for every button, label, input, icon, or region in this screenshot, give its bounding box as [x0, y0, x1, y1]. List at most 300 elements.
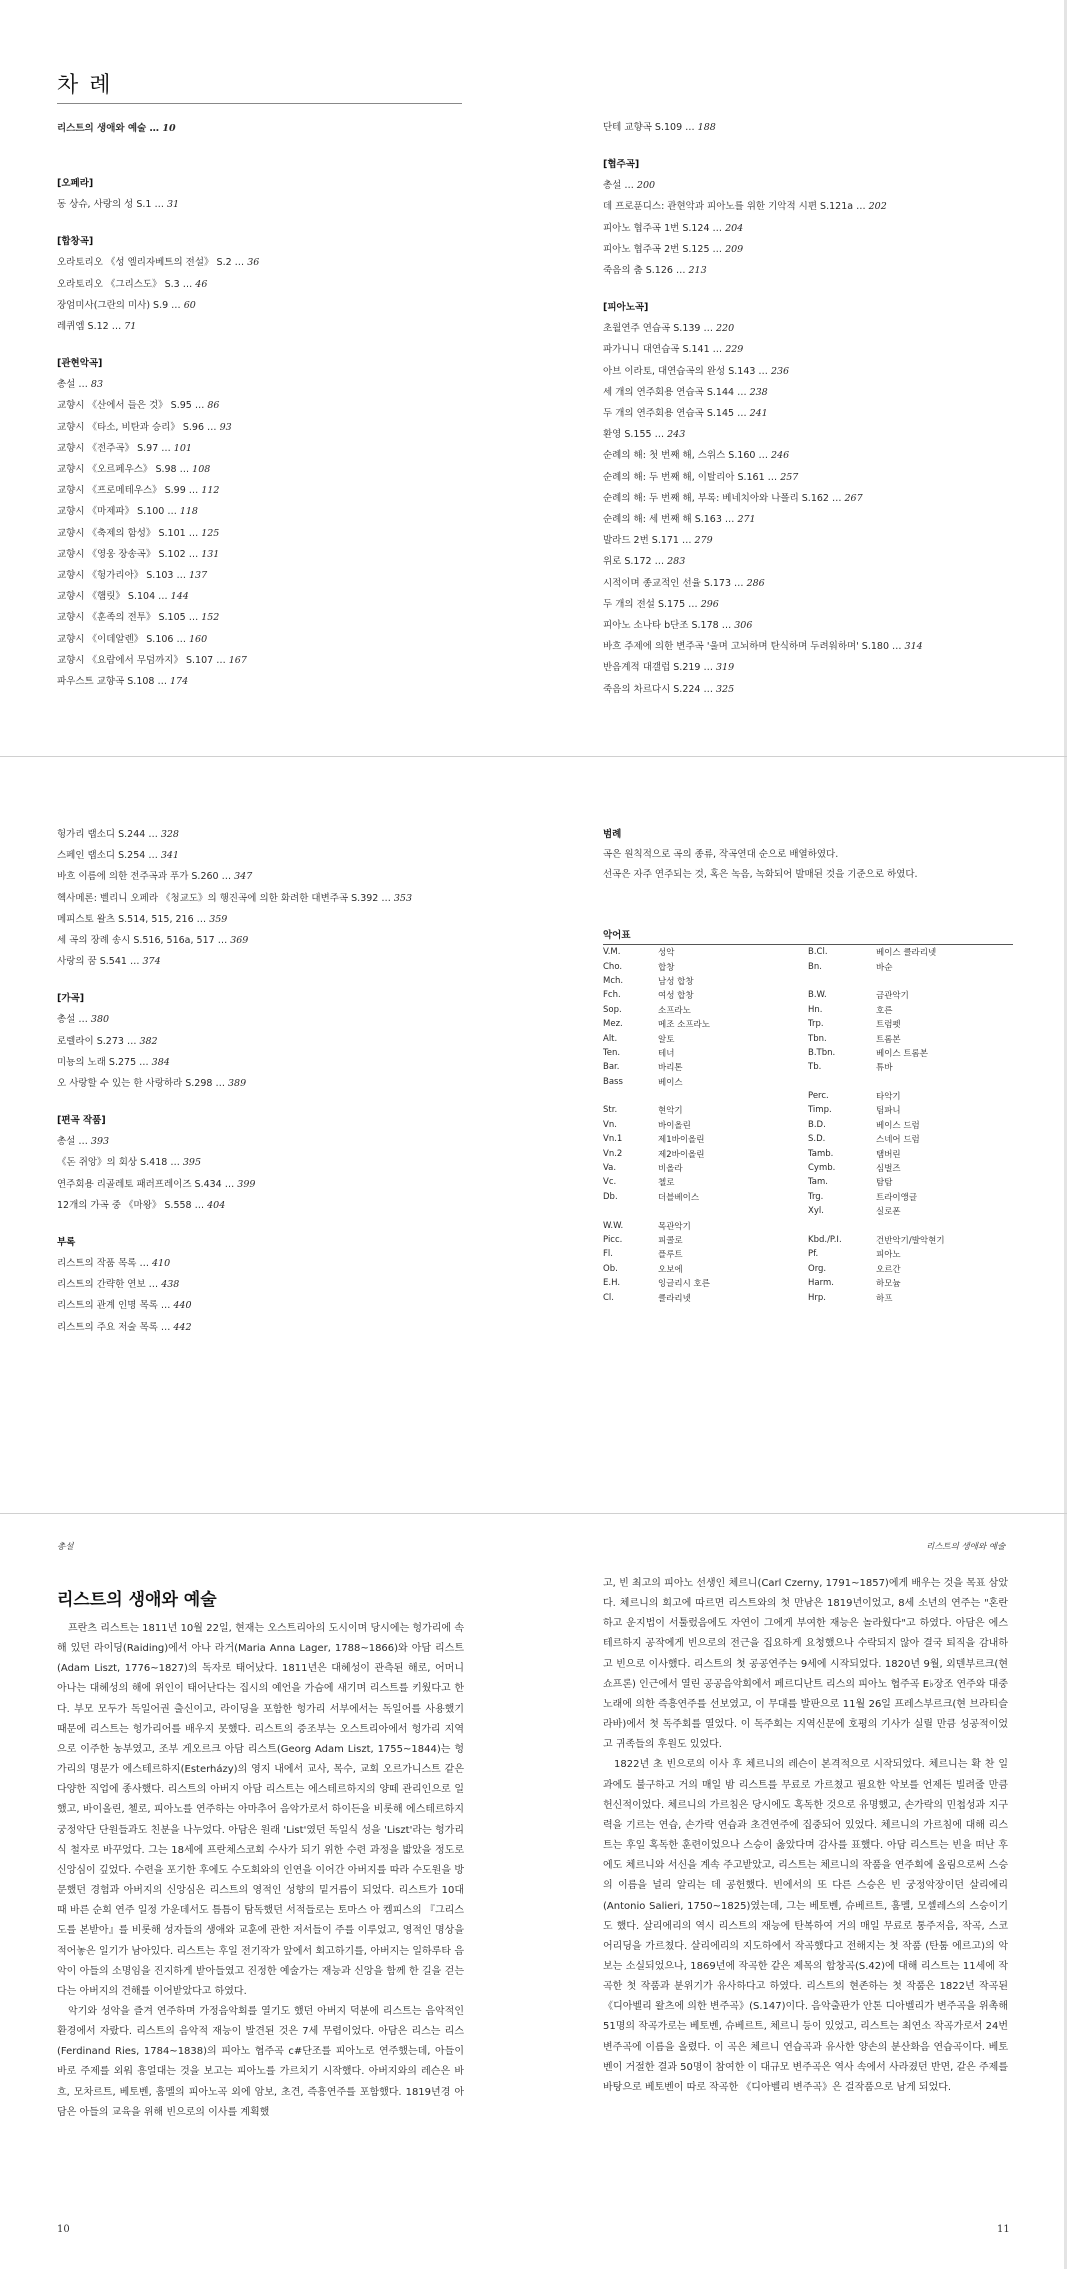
- abbreviation-row: [603, 1017, 1013, 1031]
- toc-entry-title: 메피스토 왈츠 S.514, 515, 216: [57, 913, 194, 925]
- abbreviation-code: Trp.: [808, 1019, 824, 1030]
- toc-entry[interactable]: 바흐 주제에 의한 변주곡 '울며 고뇌하며 탄식하며 두려워하며' S.180 … 314: [603, 641, 923, 653]
- toc-entry[interactable]: 초월연주 연습곡 S.139 … 220: [603, 323, 735, 335]
- abbreviation-row: [603, 1161, 1013, 1175]
- toc-entry-page: 325: [716, 683, 735, 695]
- essay-title: 리스트의 생애와 예술: [57, 1590, 217, 1610]
- toc-entry-page: 101: [173, 442, 192, 454]
- toc-entry-page: 243: [667, 429, 686, 441]
- abbreviation-meaning: 베이스 클라리넷: [876, 948, 937, 959]
- toc-entry[interactable]: 헝가리 랩소디 S.244 … 328: [57, 829, 179, 840]
- abbreviation-meaning: 금관악기: [876, 991, 909, 1002]
- toc-entry-page: 353: [393, 892, 413, 904]
- toc-entry-title: 세 개의 연주회용 연습곡 S.144: [603, 386, 735, 398]
- abbreviation-row: [603, 1190, 1013, 1204]
- toc-entry[interactable]: 총설 … 380: [57, 1014, 110, 1026]
- abbreviation-code: Vn.: [603, 1119, 617, 1130]
- toc-entry-title: 데 프로푼디스: 관현악과 피아노를 위한 기악적 시편 S.121a: [603, 201, 854, 213]
- abbreviation-meaning: 소프라노: [658, 1005, 691, 1016]
- toc-entry-title: 오라토리오 《그리스도》 S.3: [57, 278, 180, 290]
- toc-entry[interactable]: 아브 이라토, 대연습곡의 완성 S.143 … 236: [603, 365, 790, 377]
- toc-entry-title: 교향시 《축제의 함성》 S.101: [57, 527, 186, 539]
- toc-entry-title: 시적이며 종교적인 선율 S.173: [603, 577, 732, 589]
- abbreviation-meaning: 탐탐: [876, 1178, 893, 1189]
- toc-entry-title: 피아노 소나타 b단조 S.178: [603, 620, 719, 632]
- toc-entry-title: 교향시 《전주곡》 S.97: [57, 442, 159, 454]
- abbreviation-code: Vn.1: [603, 1134, 623, 1145]
- toc-entry-title: 리스트의 간략한 연보: [57, 1279, 146, 1291]
- abbreviation-row: [603, 988, 1013, 1002]
- toc-entry-title: 발라드 2번 S.171: [603, 535, 679, 547]
- toc-entry-title: 세 곡의 장례 송시 S.516, 516a, 517: [57, 935, 215, 947]
- toc-entry-title: 교향시 《프로메테우스》 S.99: [57, 485, 186, 497]
- toc-entry-page: 314: [904, 641, 923, 653]
- toc-entry[interactable]: 사랑의 꿈 S.541 … 374: [57, 956, 161, 968]
- toc-list-continued: [57, 824, 412, 1338]
- toc-entry[interactable]: 총설 … 200: [603, 180, 656, 192]
- toc-entry-title: 12개의 가곡 중 《마왕》 S.558: [57, 1199, 192, 1211]
- abbreviation-title: 악어표: [603, 927, 1013, 945]
- abbreviation-code: Fch.: [603, 990, 621, 1001]
- abbreviation-code: [808, 1218, 876, 1232]
- toc-entry-title: 반음계적 대갤럽 S.219: [603, 662, 701, 674]
- toc-entry[interactable]: 총설 … 83: [57, 379, 103, 391]
- abbreviation-meaning: 탬버린: [876, 1149, 901, 1160]
- toc-entry-page: 384: [151, 1056, 170, 1068]
- abbreviation-row: [603, 1060, 1013, 1074]
- toc-entry-page: 86: [207, 400, 220, 412]
- toc-entry-page: 31: [166, 199, 180, 211]
- abbreviation-meaning: 피콜로: [658, 1236, 683, 1246]
- toc-entry[interactable]: 파우스트 교향곡 S.108 … 174: [57, 676, 189, 688]
- toc-entry-page: 257: [780, 471, 799, 483]
- abbreviation-meaning: 바리톤: [658, 1063, 683, 1074]
- abbreviation-meaning: 튜바: [876, 1063, 893, 1074]
- abbreviation-meaning: 오르간: [876, 1264, 901, 1275]
- toc-entry-page: 382: [139, 1035, 158, 1047]
- toc-entry[interactable]: 두 개의 전설 S.175 … 296: [603, 598, 719, 610]
- toc-entry[interactable]: 교향시 《이데알렌》 S.106 … 160: [57, 633, 208, 645]
- toc-entry[interactable]: 교향시 《전주곡》 S.97 … 101: [57, 442, 192, 454]
- toc-entry-title: 피아노 협주곡 1번 S.124: [603, 222, 710, 234]
- abbreviation-meaning: 제1바이올린: [658, 1135, 705, 1146]
- essay-paragraph: 악기와 성악을 즐겨 연주하며 가정음악회를 열기도 했던 아버지 덕분에 리스트는 음악적인 환경에서 자랐다. 리스트의 음악적 재능이 발견된 것은 7세 무렵이었다. 아담은 리스는 리스(Ferdinand Ries, 1784~1838)의 피아노 협주곡 c#단조를 피아노로 연주했는데, 아들이 바로 주제를 외워 흥얼대는 것을 보고는 피아노를 가르치기 시작했다. 아버지와의 레슨은 바흐, 모차르트, 베토벤, 훔멜의 피아노곡 외에 암보, 초견, 즉흥연주를 포함했다. 1819년경 아담은 아들의 교육을 위해 빈으로의 이사를 계획했: [57, 2005, 464, 2118]
- toc-entry-title: 리스트의 생애와 예술: [57, 123, 147, 134]
- toc-entry-page: 328: [160, 829, 179, 840]
- toc-entry-title: 교향시 《훈족의 전투》 S.105: [57, 612, 186, 624]
- toc-entry-title: 단테 교향곡 S.109: [603, 122, 683, 133]
- toc-entry[interactable]: 오라토리오 《그리스도》 S.3 … 46: [57, 278, 208, 290]
- toc-entry[interactable]: 단테 교향곡 S.109 … 188: [603, 122, 716, 133]
- abbreviation-code: Mch.: [603, 975, 624, 986]
- toc-entry[interactable]: 죽음의 차르다시 S.224 … 325: [603, 683, 735, 695]
- abbreviation-meaning: 호른: [876, 1005, 893, 1016]
- abbreviation-row: [603, 1103, 1013, 1117]
- toc-entry[interactable]: 레퀴엠 S.12 … 71: [57, 321, 137, 333]
- toc-entry[interactable]: 리스트의 작품 목록 … 410: [57, 1258, 171, 1270]
- abbreviation-code: Perc.: [808, 1091, 829, 1102]
- toc-entry[interactable]: 파가니니 대연습곡 S.141 … 229: [603, 344, 744, 356]
- abbreviation-code: Kbd./P.I.: [808, 1235, 842, 1245]
- toc-entry[interactable]: 《돈 쥐앙》의 회상 S.418 … 395: [57, 1157, 201, 1169]
- toc-entry-title: 두 개의 연주회용 연습곡 S.145: [603, 408, 735, 420]
- abbreviation-code: Alt.: [603, 1033, 618, 1044]
- abbreviation-code: Cymb.: [808, 1163, 836, 1174]
- toc-entry-title: 교향시 《이데알렌》 S.106: [57, 633, 174, 645]
- abbreviation-code: Trg.: [808, 1191, 824, 1202]
- toc-entry-title: 교향시 《요람에서 무덤까지》 S.107: [57, 654, 214, 666]
- abbreviation-meaning: 트라이앵글: [876, 1192, 918, 1203]
- abbreviation-meaning: 현악기: [658, 1106, 683, 1117]
- toc-entry[interactable]: 오 사랑할 수 있는 한 사랑하라 S.298 … 389: [57, 1078, 247, 1090]
- toc-entry-page: 369: [230, 935, 249, 947]
- toc-entry-page: 238: [749, 386, 768, 398]
- toc-entry-page: 167: [228, 654, 247, 666]
- toc-entry-page: 83: [90, 379, 103, 391]
- toc-entry-title: 헝가리 랩소디 S.244: [57, 829, 146, 840]
- toc-entry-page: 374: [142, 956, 161, 968]
- abbreviation-row: [603, 1089, 1013, 1103]
- abbreviation-meaning: 스네어 드럼: [876, 1135, 920, 1146]
- essay-paragraph: 1822년 초 빈으로의 이사 후 체르니의 레슨이 본격적으로 시작되었다. 체르니는 확 찬 일과에도 불구하고 거의 매일 밤 리스트를 무료로 가르쳤고 필요한 악보를 언제든 빌려줄 만큼 헌신적이었다. 체르니의 가르침은 당시에도 혹독한 것으로 유명했고, 손가락의 민첩성과 지구력을 기르는 연습, 손가락 연습과 초견연주에 집중되어 있었다. 체르니의 가르침에 대해 리스트는 후일 혹독한 훈련이었으나 스승이 옳았다며 감사를 표했다. 아담 리스트는 빈을 떠난 후에도 체르니와 서신을 계속 주고받았고, 리스트는 체르니의 작품을 연주회에 올림으로써 스승의 이름을 널리 알리는 데 공헌했다. 빈에서의 또 다른 스승은 빈 궁정악장이던 살리에리(Antonio Salieri, 1750~1825)였는데, 그는 베토벤, 슈베르트, 훔멜, 모셸레스의 스승이기도 했다. 살리에리의 역시 리스트의 재능에 탄복하여 거의 매일 무료로 통주저음, 작곡, 스코어리딩을 가르쳤다. 살리에리의 지도하에서 작곡했다고 전해지는 첫 작품 (탄툼 에르고)의 악보는 소실되었으나, 1869년에 작곡한 같은 제목의 합창곡(S.42)에 대해 리스트는 11세에 작곡한 첫 작품과 분위기가 유사하다고 하였다. 리스트의 현존하는 첫 작품은 1822년 작곡된 《디아벨리 왈츠에 의한 변주곡》(S.147)이다. 음악출판가 안톤 디아벨리가 변주곡을 위촉해 51명의 작곡가로는 베토벤, 슈베르트, 체르니 등이 있었고, 리스트는 최연소 작곡가로서 24번 변주곡에 이름을 올렸다. 이 곡은 체르니 연습곡과 유사한 양손의 분산화음 연습곡이다. 베토벤이 거절한 결과 50명이 참여한 이 대규모 변주곡은 역사 속에서 사라졌던 반면, 같은 주제를 바탕으로 베토벤이 따로 작곡한 《디아벨리 변주곡》은 걸작품으로 남게 되었다.: [603, 1759, 1008, 2093]
- page-number-left: 10: [57, 2224, 70, 2235]
- abbreviation-code: Picc.: [603, 1235, 623, 1245]
- toc-entry-title: 교향시 《영웅 장송곡》 S.102: [57, 548, 186, 560]
- legend-line: 곡은 원칙적으로 곡의 종류, 작곡연대 순으로 배열하였다.: [603, 849, 839, 860]
- toc-entry-page: 204: [725, 222, 744, 234]
- abbreviation-code: [603, 1204, 658, 1218]
- abbreviation-row: [603, 1132, 1013, 1146]
- toc-entry-title: 헥사메론: 벨리니 오페라 《청교도》의 행진곡에 의한 화려한 대변주곡 S.392: [57, 892, 379, 904]
- abbreviation-code: Vc.: [603, 1177, 617, 1188]
- abbreviation-meaning: 실로폰: [876, 1207, 901, 1218]
- abbreviation-meaning: [658, 1204, 808, 1218]
- toc-entry-title: 교향시 《타소, 비탄과 승리》 S.96: [57, 421, 205, 433]
- toc-entry[interactable]: 연주회용 리골레토 패러프레이즈 S.434 … 399: [57, 1178, 256, 1190]
- toc-entry-page: 359: [209, 913, 228, 925]
- toc-entry-page: 246: [771, 450, 790, 462]
- abbreviation-row: [603, 1118, 1013, 1132]
- toc-entry-page: 306: [734, 620, 753, 632]
- toc-entry-title: 환영 S.155: [603, 429, 652, 441]
- essay-spread: [0, 1514, 1067, 2269]
- toc-entry-page: 71: [124, 321, 137, 333]
- abbreviation-meaning: 알토: [658, 1034, 675, 1045]
- running-head-left: 총설: [57, 1542, 74, 1552]
- toc-title: 차 례: [57, 68, 462, 104]
- toc-entry-title: 파가니니 대연습곡 S.141: [603, 344, 710, 356]
- toc-entry[interactable]: 데 프로푼디스: 관현악과 피아노를 위한 기악적 시편 S.121a … 202: [603, 201, 887, 213]
- toc-entry[interactable]: 순례의 해: 두 번째 해, 이탈리아 S.161 … 257: [603, 471, 799, 483]
- toc-entry-page: 267: [844, 492, 863, 504]
- toc-entry-page: 341: [160, 850, 179, 862]
- toc-entry-title: 레퀴엠 S.12: [57, 321, 109, 333]
- toc-entry[interactable]: 순례의 해: 세 번째 해 S.163 … 271: [603, 514, 756, 526]
- abbreviation-row: [603, 974, 1013, 988]
- toc-entry-title: 교향시 《햄릿》 S.104: [57, 591, 156, 603]
- toc-entry-title: 바흐 주제에 의한 변주곡 '울며 고뇌하며 탄식하며 두려워하며' S.180: [603, 641, 889, 653]
- essay-left-column: [57, 1585, 464, 2123]
- toc-entry-title: 총설: [57, 379, 76, 391]
- toc-entry-page: 380: [90, 1014, 110, 1026]
- abbreviation-code: Hrp.: [808, 1292, 826, 1303]
- toc-entry[interactable]: 교향시 《타소, 비탄과 승리》 S.96 … 93: [57, 421, 232, 433]
- toc-entry[interactable]: 리스트의 관계 인명 목록 … 440: [57, 1300, 192, 1312]
- abbreviation-row: [603, 959, 1013, 973]
- toc-entry[interactable]: 리스트의 생애와 예술 … 10: [57, 123, 176, 134]
- toc-entry-page: 125: [201, 527, 220, 539]
- toc-list-right: [603, 117, 923, 700]
- toc-entry[interactable]: 세 개의 연주회용 연습곡 S.144 … 238: [603, 386, 768, 398]
- toc-entry-title: 아브 이라토, 대연습곡의 완성 S.143: [603, 365, 756, 377]
- abbreviation-code: Ten.: [603, 1047, 621, 1058]
- abbreviation-code: [603, 1089, 658, 1103]
- abbreviation-meaning: 피아노: [876, 1250, 901, 1261]
- abbreviation-code: Db.: [603, 1191, 618, 1202]
- toc-entry[interactable]: 동 상슈, 사랑의 성 S.1 … 31: [57, 199, 180, 211]
- toc-entry-page: 347: [234, 871, 253, 883]
- abbreviation-meaning: 더블베이스: [658, 1192, 700, 1203]
- toc-entry-page: 188: [697, 122, 716, 133]
- abbreviation-code: Bn.: [808, 961, 822, 972]
- toc-entry-page: 236: [770, 365, 790, 377]
- abbreviation-meaning: 목관악기: [658, 1221, 691, 1232]
- toc-entry[interactable]: 두 개의 연주회용 연습곡 S.145 … 241: [603, 408, 768, 420]
- abbreviation-code: W.W.: [603, 1220, 624, 1231]
- abbreviation-meaning: 바이올린: [658, 1120, 691, 1131]
- toc-entry-page: 93: [219, 421, 232, 433]
- toc-entry[interactable]: 피아노 협주곡 2번 S.125 … 209: [603, 243, 744, 255]
- toc-entry-title: 총설: [57, 1014, 76, 1026]
- toc-entry-page: 60: [183, 299, 196, 311]
- toc-entry[interactable]: 위로 S.172 … 283: [603, 556, 686, 568]
- abbreviation-code: Tb.: [808, 1062, 822, 1073]
- abbreviation-row: [603, 1204, 1013, 1218]
- toc-entry-title: 미뇽의 노래 S.275: [57, 1056, 137, 1068]
- toc-left-column: [57, 68, 462, 692]
- abbreviation-row: [603, 1262, 1013, 1276]
- abbreviation-meaning: 잉글리시 호른: [658, 1279, 710, 1290]
- toc-entry[interactable]: 리스트의 간략한 연보 … 438: [57, 1279, 180, 1291]
- abbreviation-code: E.H.: [603, 1278, 621, 1289]
- legend-line: 선곡은 자주 연주되는 것, 혹은 녹음, 녹화되어 발매된 것을 기준으로 하였다.: [603, 869, 918, 880]
- toc-entry[interactable]: 교향시 《요람에서 무덤까지》 S.107 … 167: [57, 654, 247, 666]
- abbreviation-row: [603, 1003, 1013, 1017]
- abbreviation-code: Fl.: [603, 1249, 613, 1260]
- abbreviation-row: [603, 1290, 1013, 1304]
- abbreviation-meaning: 심벌즈: [876, 1164, 901, 1175]
- toc-entry-page: 395: [182, 1157, 201, 1169]
- toc-entry[interactable]: 미뇽의 노래 S.275 … 384: [57, 1056, 170, 1068]
- abbreviation-meaning: 바순: [876, 962, 893, 973]
- toc-entry-title: 파우스트 교향곡 S.108: [57, 676, 155, 688]
- abbreviation-meaning: 하프: [876, 1293, 893, 1304]
- abbreviation-code: Timp.: [808, 1105, 832, 1116]
- abbreviation-code: Cho.: [603, 961, 623, 972]
- toc-entry-title: 총설: [603, 180, 622, 192]
- toc-section-heading: [관현악곡]: [57, 358, 103, 370]
- toc-entry-title: 바흐 이름에 의한 전주곡과 푸가 S.260: [57, 871, 219, 883]
- abbreviation-row: [603, 1031, 1013, 1045]
- toc-entry-page: 144: [170, 591, 189, 603]
- toc-entry[interactable]: 세 곡의 장례 송시 S.516, 516a, 517 … 369: [57, 935, 249, 947]
- toc-entry[interactable]: 로렐라이 S.273 … 382: [57, 1035, 158, 1047]
- toc-entry[interactable]: 총설 … 393: [57, 1136, 110, 1148]
- toc-entry[interactable]: 교향시 《오르페우스》 S.98 … 108: [57, 464, 211, 476]
- abbreviation-code: Sop.: [603, 1004, 622, 1015]
- toc-entry-page: 442: [173, 1321, 192, 1333]
- toc-entry-page: 229: [725, 344, 744, 356]
- abbreviation-row: [603, 1146, 1013, 1160]
- toc-entry[interactable]: 교향시 《산에서 들은 것》 S.95 … 86: [57, 400, 220, 412]
- toc-entry-page: 393: [90, 1136, 110, 1148]
- toc-entry-title: 장엄미사(그란의 미사) S.9: [57, 299, 169, 311]
- toc-entry[interactable]: 교향시 《마제파》 S.100 … 118: [57, 506, 198, 518]
- abbreviation-meaning: 하모늄: [876, 1279, 901, 1290]
- toc-entry-title: 교향시 《마제파》 S.100: [57, 506, 165, 518]
- toc-section-heading: [편곡 작품]: [57, 1115, 106, 1127]
- abbreviation-meaning: 클라리넷: [658, 1293, 691, 1304]
- abbreviation-row: [603, 945, 1013, 959]
- abbreviation-meaning: 비올라: [658, 1164, 683, 1175]
- toc-entry-title: 피아노 협주곡 2번 S.125: [603, 243, 710, 255]
- toc-entry[interactable]: 발라드 2번 S.171 … 279: [603, 535, 713, 547]
- essay-right-column: [603, 1574, 1008, 2098]
- toc2-left-column: [57, 824, 412, 1338]
- toc-section-heading: [합창곡]: [57, 236, 94, 248]
- toc-entry-title: 오라토리오 《성 엘리자베트의 전설》 S.2: [57, 257, 232, 269]
- toc-entry-page: 160: [189, 633, 208, 645]
- abbreviation-row: [603, 1075, 1013, 1089]
- toc-entry-title: 순례의 해: 두 번째 해, 이탈리아 S.161: [603, 471, 765, 483]
- toc-entry[interactable]: 교향시 《축제의 함성》 S.101 … 125: [57, 527, 220, 539]
- toc-entry[interactable]: 순례의 해: 두 번째 해, 부록: 베네치아와 나폴리 S.162 … 267: [603, 492, 863, 504]
- toc-entry[interactable]: 피아노 협주곡 1번 S.124 … 204: [603, 222, 744, 234]
- abbreviation-meaning: 베이스: [658, 1077, 683, 1088]
- toc-entry[interactable]: 피아노 소나타 b단조 S.178 … 306: [603, 620, 753, 632]
- abbreviation-meaning: 합창: [658, 962, 675, 973]
- abbreviation-code: Tbn.: [808, 1033, 827, 1044]
- abbreviation-meaning: 메조 소프라노: [658, 1020, 710, 1031]
- abbreviation-meaning: 여성 합창: [658, 991, 694, 1002]
- abbreviation-code: B.W.: [808, 990, 827, 1001]
- toc-entry[interactable]: 시적이며 종교적인 선율 S.173 … 286: [603, 577, 765, 589]
- toc-entry-title: 죽음의 차르다시 S.224: [603, 683, 701, 695]
- abbreviation-code: B.Cl.: [808, 947, 828, 958]
- toc-entry[interactable]: 환영 S.155 … 243: [603, 429, 686, 441]
- abbreviation-meaning: 플루트: [658, 1250, 683, 1261]
- abbreviation-code: Mez.: [603, 1019, 623, 1030]
- abbreviation-meaning: 성악: [658, 948, 675, 959]
- abbreviation-meaning: [658, 1089, 808, 1103]
- toc-entry[interactable]: 메피스토 왈츠 S.514, 515, 216 … 359: [57, 913, 228, 925]
- toc-entry[interactable]: 오라토리오 《성 엘리자베트의 전설》 S.2 … 36: [57, 257, 260, 269]
- toc-entry[interactable]: 교향시 《헝가리아》 S.103 … 137: [57, 570, 208, 582]
- toc-entry-title: 사랑의 꿈 S.541: [57, 956, 127, 968]
- toc-entry-page: 108: [192, 464, 211, 476]
- abbreviation-code: B.D.: [808, 1119, 826, 1130]
- abbreviation-meaning: 베이스 드럼: [876, 1120, 920, 1131]
- toc-entry-page: 46: [195, 278, 208, 290]
- abbreviation-code: Vn.2: [603, 1148, 623, 1159]
- toc-entry-title: 죽음의 춤 S.126: [603, 265, 673, 277]
- toc-entry-title: 스페인 랩소디 S.254: [57, 850, 146, 862]
- toc-entry-page: 10: [162, 123, 176, 134]
- toc-entry-page: 283: [667, 556, 686, 568]
- toc-entry-page: 118: [179, 506, 198, 518]
- toc-entry[interactable]: 헥사메론: 벨리니 오페라 《청교도》의 행진곡에 의한 화려한 대변주곡 S.392 … 353: [57, 892, 413, 904]
- abbreviation-meaning: [876, 1218, 1013, 1232]
- toc-entry[interactable]: 순례의 해: 첫 번째 해, 스위스 S.160 … 246: [603, 450, 790, 462]
- toc-entry[interactable]: 교향시 《영웅 장송곡》 S.102 … 131: [57, 548, 220, 560]
- abbreviation-code: [808, 974, 876, 988]
- toc-entry-title: 오 사랑할 수 있는 한 사랑하라 S.298: [57, 1078, 213, 1090]
- toc-section-heading: [협주곡]: [603, 159, 640, 171]
- toc-entry-page: 286: [746, 577, 765, 589]
- toc-entry-page: 399: [237, 1178, 256, 1190]
- toc-spread-2: [0, 757, 1067, 1513]
- abbreviation-meaning: 제2바이올린: [658, 1149, 705, 1160]
- abbreviation-row: [603, 1233, 1013, 1247]
- toc-entry-page: 112: [201, 485, 220, 497]
- toc-entry[interactable]: 반음계적 대갤럽 S.219 … 319: [603, 662, 735, 674]
- toc-entry-page: 36: [247, 257, 260, 269]
- toc-entry-page: 220: [716, 323, 735, 335]
- toc-entry-title: 로렐라이 S.273: [57, 1035, 124, 1047]
- abbreviation-meaning: 베이스 트롬본: [876, 1048, 928, 1059]
- toc-entry-page: 152: [201, 612, 220, 624]
- toc-entry[interactable]: 리스트의 주요 저술 목록 … 442: [57, 1321, 192, 1333]
- toc-entry[interactable]: 스페인 랩소디 S.254 … 341: [57, 850, 179, 862]
- toc-section-heading: 부록: [57, 1237, 76, 1249]
- abbreviation-code: Tam.: [808, 1177, 828, 1188]
- abbreviation-row: [603, 1175, 1013, 1189]
- toc-entry[interactable]: 교향시 《프로메테우스》 S.99 … 112: [57, 485, 220, 497]
- toc-entry-title: 리스트의 주요 저술 목록: [57, 1321, 158, 1333]
- toc-entry[interactable]: 교향시 《햄릿》 S.104 … 144: [57, 591, 189, 603]
- abbreviation-code: Str.: [603, 1105, 618, 1116]
- toc-entry-title: 리스트의 작품 목록: [57, 1258, 137, 1270]
- page-number-right: 11: [997, 2224, 1010, 2235]
- toc-entry[interactable]: 죽음의 춤 S.126 … 213: [603, 265, 707, 277]
- toc-entry-page: 279: [694, 535, 713, 547]
- abbreviation-code: Bass: [603, 1076, 623, 1087]
- essay-paragraph: 고, 빈 최고의 피아노 선생인 체르니(Carl Czerny, 1791~1857)에게 배우는 것을 목표 삼았다. 체르니의 회고에 따르면 리스트와의 첫 만남은 1819년이었고, 8세 소년의 연주는 "혼란하고 운지법이 서툴렀음에도 자연이 그에게 부여한 재능은 놀라웠다"고 하였다. 아담은 에스테르하지 공작에게 빈으로의 전근을 집요하게 요청했으나 수락되지 않아 결국 퇴직을 감내하고 빈으로 이사했다. 리스트의 첫 공공연주는 9세에 시작되었다. 1820년 9월, 외덴부르크(현 쇼프론) 인근에서 열린 공공음악회에서 페르디난트 리스의 피아노 협주곡 E♭장조 연주와 대중노래에 의한 즉흥연주를 선보였고, 이 무대를 발판으로 11월 26일 프레스부르크(현 브라티슬라바)에서 첫 독주회를 열었다. 이 독주회는 지역신문에 호평의 기사가 실릴 만큼 성공적이었고 귀족들의 후원도 있었다.: [603, 1578, 1008, 1751]
- abbreviation-meaning: [876, 974, 1013, 988]
- abbreviation-meaning: 오보에: [658, 1264, 683, 1275]
- toc-entry-page: 241: [749, 408, 768, 420]
- toc-entry-page: 131: [201, 548, 220, 560]
- toc-entry[interactable]: 교향시 《훈족의 전투》 S.105 … 152: [57, 612, 220, 624]
- toc-entry[interactable]: 12개의 가곡 중 《마왕》 S.558 … 404: [57, 1199, 226, 1211]
- abbreviation-row: [603, 1218, 1013, 1232]
- toc-entry-title: 연주회용 리골레토 패러프레이즈 S.434: [57, 1178, 222, 1190]
- toc-entry-page: 296: [700, 598, 719, 610]
- toc-entry-page: 174: [170, 676, 189, 688]
- toc-entry-title: 순례의 해: 세 번째 해 S.163: [603, 514, 722, 526]
- toc-entry[interactable]: 바흐 이름에 의한 전주곡과 푸가 S.260 … 347: [57, 871, 253, 883]
- abbreviation-code: Tamb.: [808, 1148, 834, 1159]
- essay-paragraph: 프란츠 리스트는 1811년 10월 22일, 현재는 오스트리아의 도시이며 당시에는 헝가리에 속해 있던 라이딩(Raiding)에서 아나 라거(Maria Anna Lager, 1788~1866)와 아담 리스트(Adam Liszt, 1776~1827)의 독자로 태어났다. 1811년은 대혜성이 관측된 해로, 어머니 아나는 대혜성의 해에 위인이 태어난다는 집시의 예언을 가슴에 새기며 리스트를 키웠다고 한다. 부모 모두가 독일어권 출신이고, 라이딩을 포함한 헝가리 서부에서는 독일어를 사용했기 때문에 리스트는 헝가리어를 배우지 못했다. 리스트의 증조부는 오스트리아에서 헝가리 지역으로 이주한 농부였고, 조부 게오르크 아담 리스트(Georg Adam Liszt, 1755~1844)는 헝가리의 명문가 에스테르하지(Esterházy)의 영지 내에서 교사, 목수, 교회 오르가니스트 같은 다양한 직업에 종사했다. 리스트의 아버지 아담 리스트는 에스테르하지의 양떼 관리인으로 일했고, 바이올린, 첼로, 피아노를 연주하는 아마추어 음악가로서 하이든을 비롯해 에스테르하지 궁정악단 단원들과도 친분을 나누었다. 아담은 원래 'List'였던 독일식 성을 'Liszt'라는 헝가리식 철자로 바꾸었다. 그는 18세에 프란체스코회 수사가 되기 위한 수련 과정을 밟았을 정도로 신앙심이 깊었다. 수련을 포기한 후에도 수도회와의 인연을 이어간 아버지를 따라 수도원을 방문했던 경험과 아버지의 신앙심은 리스트의 영적인 성향의 밑거름이 되었다. 리스트가 10대 때 바른 순회 연주 일정 가운데서도 틈틈이 탐독했던 서적들로는 토마스 아 켐피스의 『그리스도를 본받아』를 비롯해 성자들의 생애와 교훈에 관한 저서들이 주를 이루었고, 영적인 명상을 적어놓은 일기가 남아있다. 리스트는 후일 전기작가 앞에서 회고하기를, 아버지는 일하루타 음악이 아들의 소명임을 진지하게 받아들였고 진정한 예술가는 재능과 신앙을 함께 한 길을 걷는다는 아버지의 견해를 이어받았다고 하였다.: [57, 1623, 464, 1997]
- abbreviation-code: Harm.: [808, 1278, 834, 1289]
- abbreviation-meaning: 남성 합창: [658, 976, 694, 987]
- toc-entry-page: 213: [688, 265, 707, 277]
- toc-entry[interactable]: 장엄미사(그란의 미사) S.9 … 60: [57, 299, 196, 311]
- toc-entry-page: 410: [152, 1258, 171, 1270]
- toc-entry-page: 389: [227, 1078, 247, 1090]
- abbreviation-code: [808, 1075, 876, 1089]
- abbreviation-code: Bar.: [603, 1062, 620, 1073]
